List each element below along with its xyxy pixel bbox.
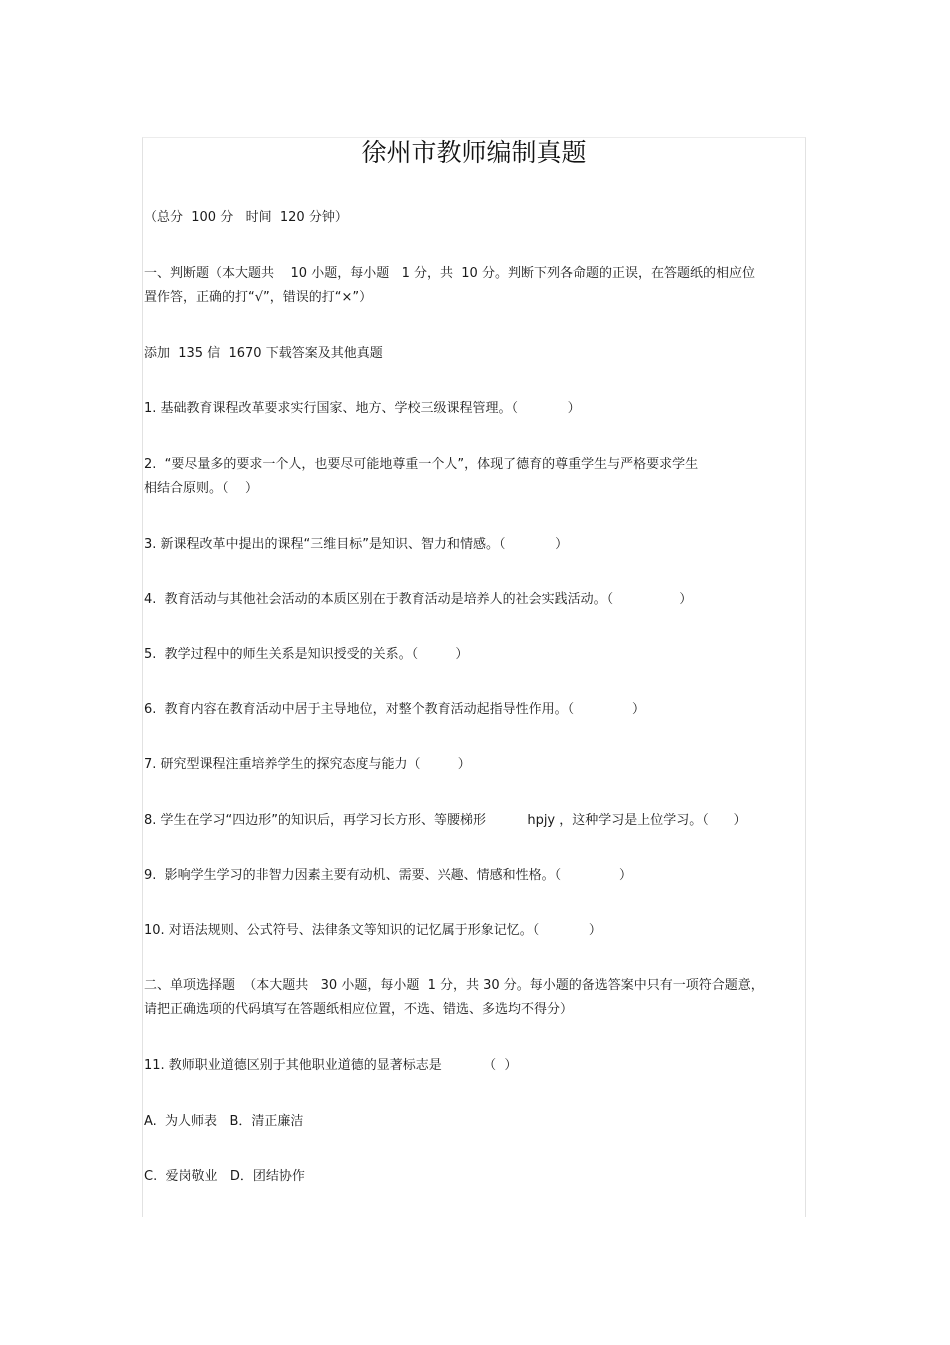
section2-heading-line1: 二、单项选择题 （本大题共 30 小题，每小题 1 分，共 30 分。每小题的备选答案中只有一项符合题意， [144, 978, 764, 993]
notice-text: 添加 135 信 1670 下载答案及其他真题 [144, 346, 383, 361]
document-title: 徐州市教师编制真题 [361, 138, 587, 167]
section2-heading-line2: 请把正确选项的代码填写在答题纸相应位置，不选、错选、多选均不得分） [144, 1002, 574, 1017]
question-8: 8. 学生在学习“四边形”的知识后，再学习长方形、等腰梯形 hpjy ，这种学习是上位学习。（ ） [144, 813, 747, 828]
section1-heading-line2: 置作答，正确的打“√”，错误的打“×”） [144, 290, 373, 305]
question-11-options-cd: C. 爱岗敬业 D．团结协作 [144, 1169, 305, 1184]
question-11: 11. 教师职业道德区别于其他职业道德的显著标志是 （ ） [144, 1058, 518, 1073]
question-9: 9. 影响学生学习的非智力因素主要有动机、需要、兴趣、情感和性格。（ ） [144, 868, 633, 883]
question-7: 7. 研究型课程注重培养学生的探究态度与能力（ ） [144, 757, 471, 772]
question-1: 1. 基础教育课程改革要求实行国家、地方、学校三级课程管理。（ ） [144, 401, 581, 416]
question-6: 6. 教育内容在教育活动中居于主导地位，对整个教育活动起指导性作用。（ ） [144, 702, 646, 717]
section1-heading-line1: 一、判断题（本大题共 10 小题，每小题 1 分，共 10 分。判断下列各命题的正误，在答题纸的相应位 [144, 266, 755, 281]
question-4: 4. 教育活动与其他社会活动的本质区别在于教育活动是培养人的社会实践活动。（ ） [144, 592, 693, 607]
question-2-line2: 相结合原则。（ ） [144, 481, 259, 496]
question-2-line1: 2. “要尽量多的要求一个人，也要尽可能地尊重一个人”，体现了德育的尊重学生与严格要求学生 [144, 457, 699, 472]
question-10: 10. 对语法规则、公式符号、法律条文等知识的记忆属于形象记忆。（ ） [144, 923, 602, 938]
exam-meta: （总分 100 分 时间 120 分钟） [144, 210, 348, 225]
question-5: 5. 教学过程中的师生关系是知识授受的关系。（ ） [144, 647, 469, 662]
question-3: 3. 新课程改革中提出的课程“三维目标”是知识、智力和情感。（ ） [144, 537, 569, 552]
question-11-options-ab: A. 为人师表 B．清正廉洁 [144, 1114, 304, 1129]
